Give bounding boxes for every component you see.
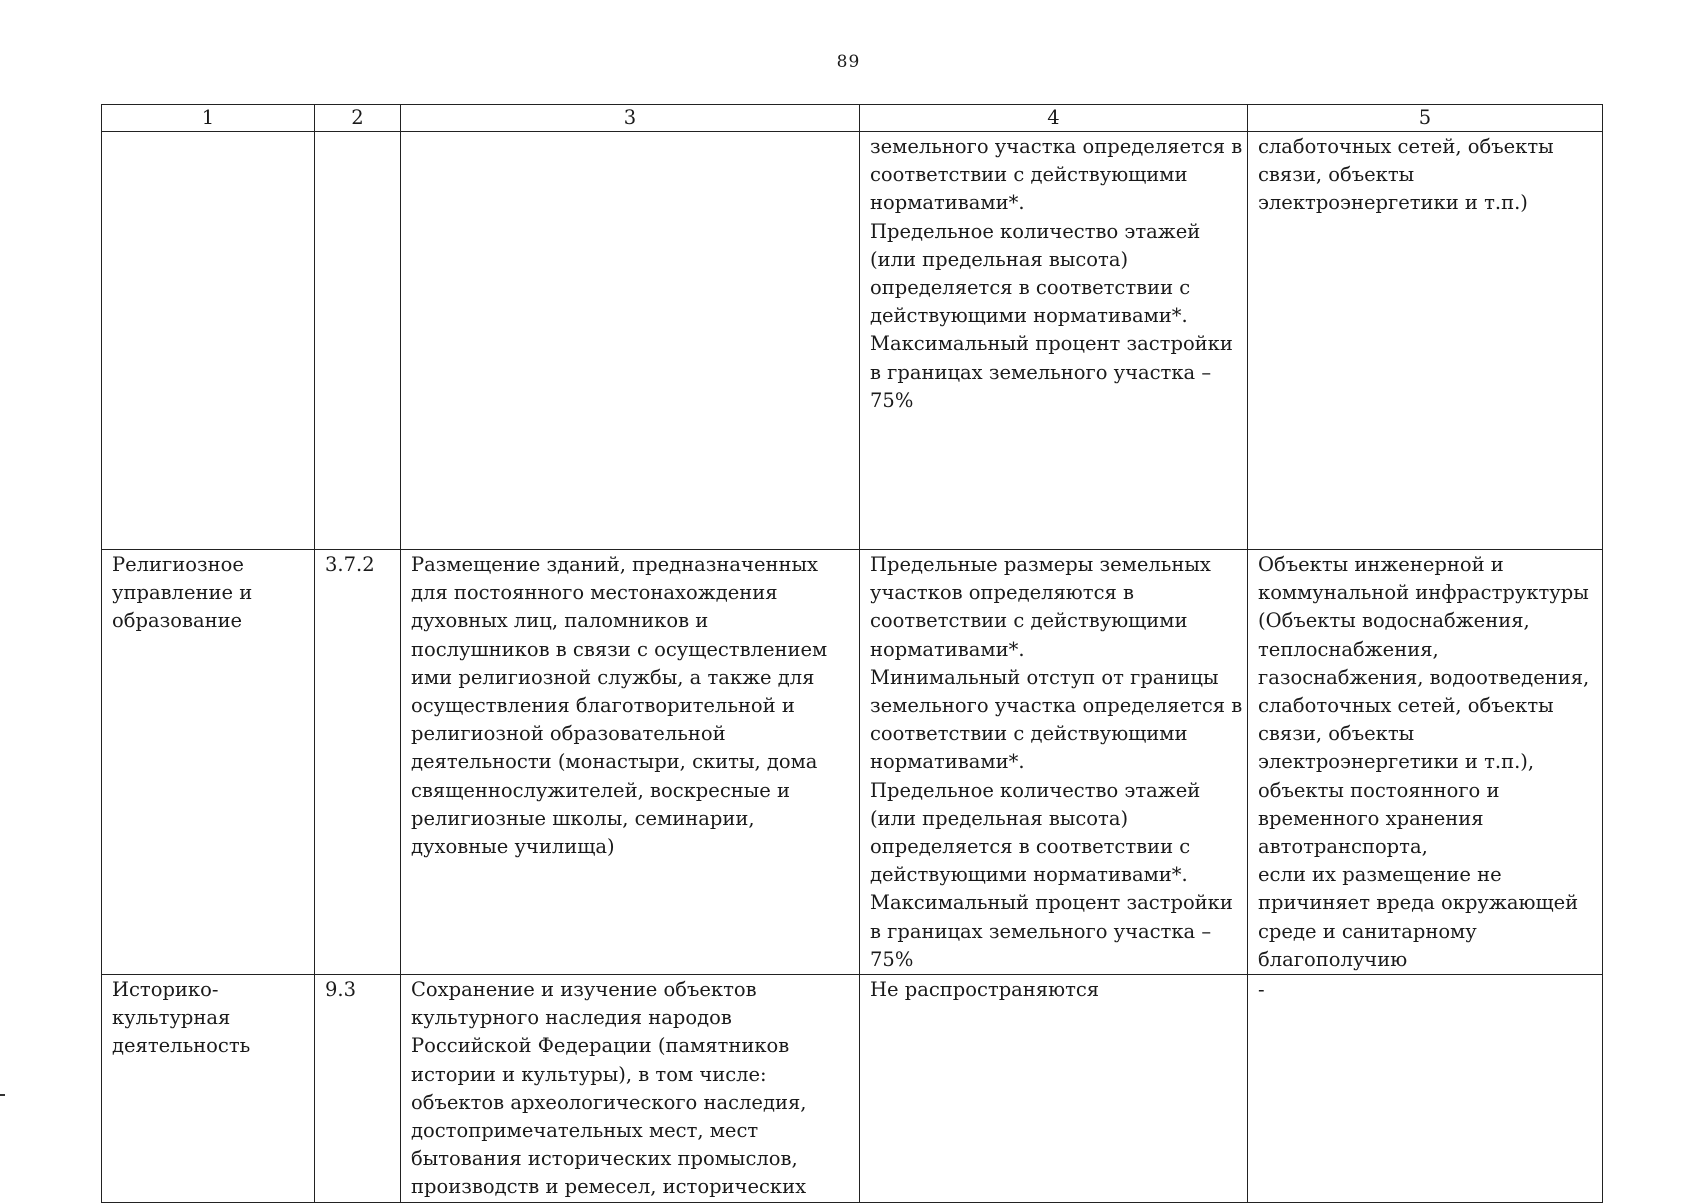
cell-text-line: действующими нормативами*. <box>870 304 1188 328</box>
cell-text-line: связи, объекты <box>1258 163 1415 187</box>
cell-text-line: слаботочных сетей, объекты <box>1258 694 1554 718</box>
cell-text-line: религиозной образовательной <box>411 722 726 746</box>
cell-parameters <box>860 975 1248 1203</box>
cell-text-line: соответствии с действующими <box>870 163 1188 187</box>
cell-auxiliary-uses <box>1248 550 1603 975</box>
cell-text-line: Религиозное <box>112 553 244 576</box>
cell-text-line: послушников в связи с осуществлением <box>411 637 828 661</box>
cell-text-line: 75% <box>870 947 914 971</box>
cell-text-line: Российской Федерации (памятников <box>411 1034 790 1058</box>
cell-text-line: духовные училища) <box>411 835 615 859</box>
cell-parameters <box>860 132 1248 550</box>
cell-text-line: объектов археологического наследия, <box>411 1090 807 1114</box>
regulations-table <box>101 104 1603 1203</box>
cell-text-line: нормативами*. <box>870 750 1025 774</box>
cell-text-line: Максимальный процент застройки <box>870 332 1233 356</box>
cell-text-line: Минимальный отступ от границы <box>870 665 1219 689</box>
cell-text-line: достопримечательных мест, мест <box>411 1119 759 1143</box>
cell-text-line: ими религиозной службы, а также для <box>411 665 815 689</box>
cell-auxiliary-uses <box>1248 975 1603 1203</box>
cell-text-line: действующими нормативами*. <box>870 863 1188 887</box>
column-header-5: 5 <box>1248 105 1603 132</box>
cell-text-line: земельного участка определяется в <box>870 694 1243 718</box>
cell-text-line: образование <box>112 609 243 633</box>
cell-text-line: причиняет вреда окружающей <box>1258 891 1579 915</box>
page-number: 89 <box>836 52 861 72</box>
cell-text-line: временного хранения <box>1258 806 1484 830</box>
cell-text-line: электроэнергетики и т.п.) <box>1258 191 1528 215</box>
cell-text-line: благополучию <box>1258 947 1408 971</box>
cell-text-line: деятельности (монастыри, скиты, дома <box>411 750 818 774</box>
cell-text-line: Максимальный процент застройки <box>870 891 1233 915</box>
column-header-1: 1 <box>102 105 315 132</box>
cell-description <box>401 132 860 550</box>
table-row <box>102 550 1603 975</box>
cell-text-line: (или предельная высота) <box>870 806 1129 830</box>
cell-use-type <box>102 132 315 550</box>
cell-text-line: Предельные размеры земельных <box>870 553 1211 576</box>
cell-description <box>401 550 860 975</box>
cell-description <box>401 975 860 1203</box>
cell-parameters <box>860 550 1248 975</box>
cell-text-line: электроэнергетики и т.п.), <box>1258 750 1535 774</box>
table-header-row <box>102 105 1603 132</box>
cell-text-line: определяется в соответствии с <box>870 835 1191 859</box>
cell-code <box>315 550 401 975</box>
column-header-2: 2 <box>315 105 401 132</box>
cell-text-line: Объекты инженерной и <box>1258 553 1504 576</box>
cell-text-line: для постоянного местонахождения <box>411 581 778 605</box>
cell-use-type <box>102 975 315 1203</box>
cell-text-line: нормативами*. <box>870 637 1025 661</box>
cell-text-line: бытования исторических промыслов, <box>411 1147 798 1171</box>
cell-text-line: истории и культуры), в том числе: <box>411 1062 767 1086</box>
cell-text-line: (или предельная высота) <box>870 247 1129 271</box>
cell-text-line: 75% <box>870 388 914 412</box>
column-header-3: 3 <box>401 105 860 132</box>
cell-text-line: коммунальной инфраструктуры <box>1258 581 1589 605</box>
cell-use-type <box>102 550 315 975</box>
cell-text-line: газоснабжения, водоотведения, <box>1258 665 1590 689</box>
cell-text-line: Размещение зданий, предназначенных <box>411 553 818 576</box>
cell-text-line: слаботочных сетей, объекты <box>1258 135 1554 158</box>
cell-text-line: теплоснабжения, <box>1258 637 1439 661</box>
cell-text-line: 3.7.2 <box>325 553 375 576</box>
cell-text-line: соответствии с действующими <box>870 609 1188 633</box>
cell-text-line: культурного наследия народов <box>411 1006 732 1030</box>
table-row <box>102 132 1603 550</box>
cell-text-line: (Объекты водоснабжения, <box>1258 609 1530 633</box>
cell-text-line: духовных лиц, паломников и <box>411 609 709 633</box>
cell-text-line: определяется в соответствии с <box>870 276 1191 300</box>
cell-code <box>315 132 401 550</box>
cell-text-line: среде и санитарному <box>1258 919 1477 943</box>
cell-text-line: нормативами*. <box>870 191 1025 215</box>
cell-text-line: священнослужителей, воскресные и <box>411 778 790 802</box>
cell-text-line: в границах земельного участка – <box>870 919 1212 943</box>
column-header-4: 4 <box>860 105 1248 132</box>
cell-text-line: производств и ремесел, исторических <box>411 1175 807 1199</box>
cell-text-line: Сохранение и изучение объектов <box>411 978 757 1002</box>
scan-artifact-mark <box>0 1094 5 1096</box>
cell-text-line: религиозные школы, семинарии, <box>411 806 755 830</box>
cell-text-line: участков определяются в <box>870 581 1134 605</box>
cell-text-line: если их размещение не <box>1258 863 1502 887</box>
cell-text-line: связи, объекты <box>1258 722 1415 746</box>
cell-code <box>315 975 401 1203</box>
cell-text-line: Не распространяются <box>870 978 1100 1002</box>
cell-text-line: - <box>1258 978 1265 1002</box>
cell-text-line: объекты постоянного и <box>1258 778 1500 802</box>
cell-auxiliary-uses <box>1248 132 1603 550</box>
cell-text-line: соответствии с действующими <box>870 722 1188 746</box>
table-row <box>102 975 1603 1203</box>
cell-text-line: в границах земельного участка – <box>870 360 1212 384</box>
cell-text-line: автотранспорта, <box>1258 835 1428 859</box>
cell-text-line: культурная <box>112 1006 231 1030</box>
cell-text-line: осуществления благотворительной и <box>411 694 795 718</box>
cell-text-line: деятельность <box>112 1034 251 1058</box>
cell-text-line: Предельное количество этажей <box>870 778 1201 802</box>
cell-text-line: Историко- <box>112 978 219 1002</box>
cell-text-line: управление и <box>112 581 253 605</box>
cell-text-line: земельного участка определяется в <box>870 135 1243 158</box>
cell-text-line: 9.3 <box>325 978 357 1002</box>
cell-text-line: Предельное количество этажей <box>870 219 1201 243</box>
